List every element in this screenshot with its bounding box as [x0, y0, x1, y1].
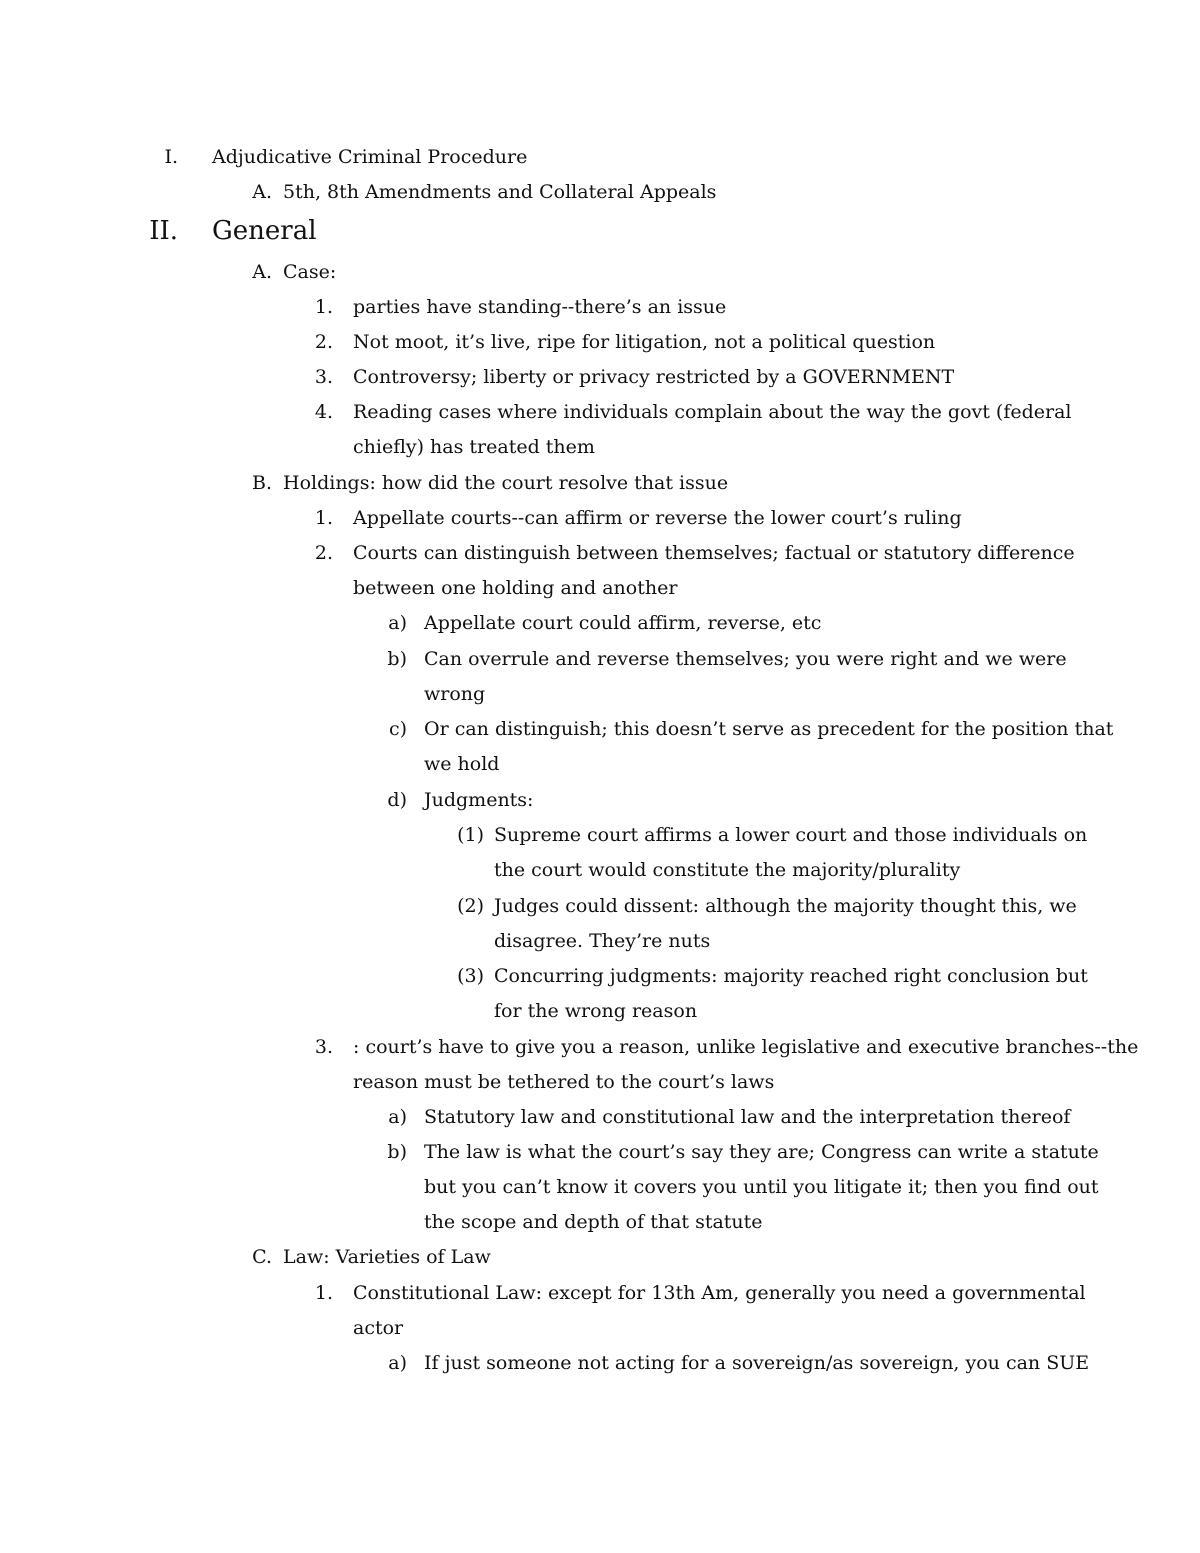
outline-line: [0, 642, 1200, 676]
outline-text: wrong: [424, 683, 486, 705]
outline-line: [0, 1240, 1200, 1274]
outline-marker: (1): [457, 824, 484, 846]
outline-line: [0, 818, 1200, 852]
outline-text: Can overrule and reverse themselves; you were right and we were: [424, 648, 1067, 670]
outline-marker: b): [387, 648, 407, 670]
outline-marker: a): [388, 1352, 407, 1374]
outline-text: Law: Varieties of Law: [283, 1246, 491, 1268]
outline-line: [0, 889, 1200, 923]
outline-text: Judges could dissent: although the majority thought this, we: [494, 895, 1077, 917]
outline-text: but you can’t know it covers you until you litigate it; then you find out: [424, 1176, 1099, 1198]
outline-text: Or can distinguish; this doesn’t serve as precedent for the position that: [424, 718, 1114, 740]
outline-text: Constitutional Law: except for 13th Am, generally you need a governmental: [353, 1282, 1086, 1304]
outline-marker: d): [387, 789, 407, 811]
outline-line: [0, 290, 1200, 324]
outline-line: [0, 430, 1200, 464]
outline-marker: A.: [252, 181, 272, 203]
outline-line: [0, 501, 1200, 535]
outline-line: [0, 360, 1200, 394]
outline-line: [0, 1065, 1200, 1099]
outline-line: [0, 783, 1200, 817]
outline-text: The law is what the court’s say they are; Congress can write a statute: [424, 1141, 1099, 1163]
outline-text: : court’s have to give you a reason, unlike legislative and executive branches--the: [353, 1036, 1139, 1058]
outline-line: [0, 1346, 1200, 1380]
outline-line: [0, 255, 1200, 289]
outline-marker: 2.: [314, 542, 333, 564]
outline-text: Concurring judgments: majority reached right conclusion but: [494, 965, 1088, 987]
outline-text: 5th, 8th Amendments and Collateral Appeals: [283, 181, 717, 203]
outline-marker: 1.: [314, 507, 333, 529]
outline-text: If just someone not acting for a sovereign/as sovereign, you can SUE: [424, 1352, 1090, 1374]
outline-line: [0, 1100, 1200, 1134]
outline-text: Appellate court could affirm, reverse, etc: [424, 612, 822, 634]
outline-line: [0, 1276, 1200, 1310]
outline-marker: 4.: [314, 401, 333, 423]
outline-line: [0, 466, 1200, 500]
outline-text: Reading cases where individuals complain about the way the govt (federal: [353, 401, 1072, 423]
outline-line: [0, 959, 1200, 993]
outline-text: for the wrong reason: [494, 1000, 698, 1022]
outline-text: Supreme court affirms a lower court and those individuals on: [494, 824, 1088, 846]
outline-text: reason must be tethered to the court’s laws: [353, 1071, 775, 1093]
outline-line: [0, 536, 1200, 570]
outline-line: [0, 677, 1200, 711]
outline-marker: 2.: [314, 331, 333, 353]
outline-text: between one holding and another: [353, 577, 678, 599]
outline-text: Controversy; liberty or privacy restricted by a GOVERNMENT: [353, 366, 955, 388]
outline-text: the scope and depth of that statute: [424, 1211, 763, 1233]
outline-text: we hold: [424, 753, 500, 775]
outline-text: Holdings: how did the court resolve that issue: [283, 472, 729, 494]
outline-text: chiefly) has treated them: [353, 436, 595, 458]
outline-marker: 1.: [314, 1282, 333, 1304]
outline-marker: 1.: [314, 296, 333, 318]
outline-marker: A.: [252, 261, 272, 283]
outline-marker: B.: [251, 472, 272, 494]
outline-line: [0, 1030, 1200, 1064]
outline-text: disagree. They’re nuts: [494, 930, 711, 952]
outline-text: actor: [353, 1317, 404, 1339]
outline-line: [0, 395, 1200, 429]
outline-text: parties have standing--there’s an issue: [353, 296, 727, 318]
outline-line: [0, 853, 1200, 887]
outline-marker: C.: [252, 1246, 272, 1268]
outline-line: [0, 924, 1200, 958]
outline-text: Appellate courts--can affirm or reverse the lower court’s ruling: [353, 507, 962, 529]
outline-marker: a): [388, 1106, 407, 1128]
outline-marker: I.: [164, 146, 178, 168]
outline-marker: 3.: [314, 1036, 333, 1058]
outline-line: [0, 1170, 1200, 1204]
outline-text: General: [212, 216, 317, 246]
outline-marker: (2): [457, 895, 484, 917]
outline-line: [0, 606, 1200, 640]
outline-line: [0, 571, 1200, 605]
outline-line: [0, 214, 1200, 248]
outline-text: Adjudicative Criminal Procedure: [212, 146, 528, 168]
outline-marker: a): [388, 612, 407, 634]
outline-line: [0, 1205, 1200, 1239]
outline-line: [0, 712, 1200, 746]
outline-marker: 3.: [314, 366, 333, 388]
outline-marker: II.: [149, 216, 178, 246]
outline-text: Statutory law and constitutional law and the interpretation thereof: [424, 1106, 1071, 1128]
outline-line: [0, 1135, 1200, 1169]
outline-line: [0, 325, 1200, 359]
outline-line: [0, 994, 1200, 1028]
outline-marker: (3): [457, 965, 484, 987]
outline-marker: c): [388, 718, 407, 740]
outline-marker: b): [387, 1141, 407, 1163]
outline-text: Courts can distinguish between themselves; factual or statutory difference: [353, 542, 1075, 564]
outline-text: the court would constitute the majority/plurality: [494, 859, 961, 881]
outline-text: Case:: [283, 261, 337, 283]
outline-line: [0, 747, 1200, 781]
outline-text: Not moot, it’s live, ripe for litigation, not a political question: [353, 331, 936, 353]
outline-text: Judgments:: [424, 789, 534, 811]
outline-line: [0, 175, 1200, 209]
outline-line: [0, 1311, 1200, 1345]
outline-line: [0, 140, 1200, 174]
